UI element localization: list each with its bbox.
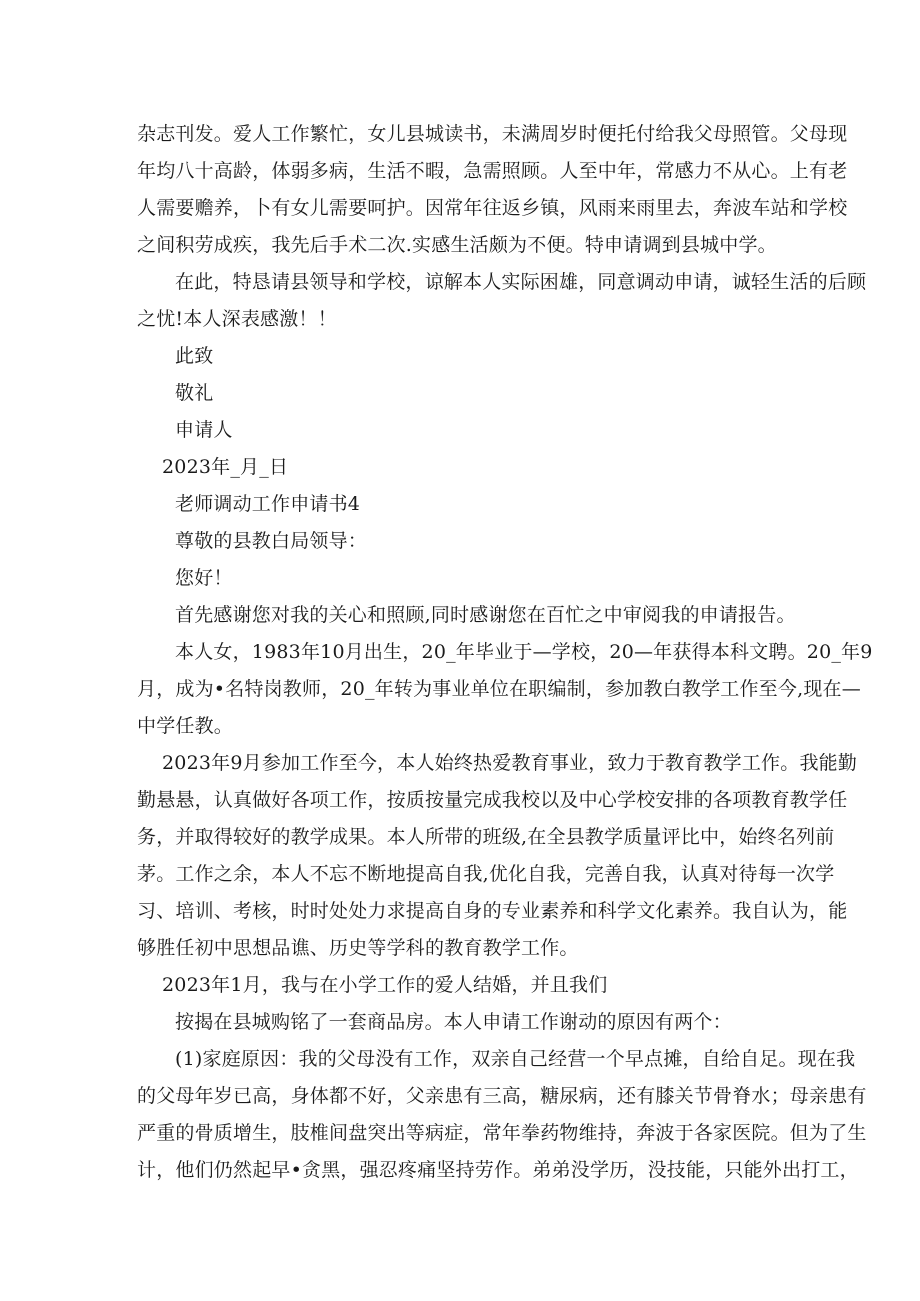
text-line: 本人女，1983年10月出生，20_年毕业于—学校，20—年获得本科文聘。20_年9 [175,641,873,663]
text-line: 在此，特恳请县领导和学校，谅解本人实际困雄，同意调动申请，诚轻生活的后顾 [175,271,867,293]
greeting-recipient: 尊敬的县教白局领导： [175,530,368,552]
text-line: 月，成为•名特岗教师，20_年转为事业单位在职编制，参加教白教学工作至今,现在— [137,678,861,700]
text-line: 之间积劳成疾，我先后手术二次.实感生活颇为不便。特申请调到县城中学。 [137,234,777,256]
text-line: 严重的骨质增生，肢椎间盘突出等病症，常年拳药物维持，奔波于各家医院。但为了生 [137,1122,867,1144]
closing-salutation: 此致 [175,345,214,367]
text-line: 2023年1月，我与在小学工作的爱人结婚，并且我们 [162,974,608,996]
text-line: 年均八十高龄，体弱多病，生活不暇，急需照顾。人至中年，常感力不从心。上有老 [137,160,848,182]
text-line: 计，他们仍然起早•贪黑，强忍疼痛坚持劳作。弟弟没学历，没技能，只能外出打工， [137,1159,859,1181]
date-line: 2023年_月_日 [162,456,289,478]
text-line: 人需要赡养，卜有女儿需要呵护。因常年往返乡镇，风雨来雨里去，奔波车站和学校 [137,197,848,219]
text-line: 习、培训、考核，时时处处力求提高自身的专业素养和科学文化素养。我自认为，能 [137,900,848,922]
text-line: 之忧!本人深表感激！！ [137,308,337,330]
text-line: 勤悬悬，认真做好各项工作，按质按量完成我校以及中心学校安排的各项教育教学任 [137,789,848,811]
text-line: 首先感谢您对我的关心和照顾,同时感谢您在百忙之中审阅我的申请报告。 [175,604,796,626]
text-line: 够胜任初中思想品谯、历史等学科的教育教学工作。 [137,937,579,959]
applicant-label: 申请人 [175,419,233,441]
text-line: 按揭在县城购铭了一套商品房。本人申请工作谢动的原因有两个： [175,1011,732,1033]
text-line: 杂志刊发。爱人工作繁忙，女儿县城读书，未满周岁时便托付给我父母照管。父母现 [137,123,848,145]
text-line: 2023年9月参加工作至今，本人始终热爱教育事业，致力于教育教学工作。我能勤 [162,752,858,774]
text-line: 中学任教。 [137,715,234,737]
greeting: 您好！ [175,567,233,589]
text-line: 务，并取得较好的教学成果。本人所带的班级,在全县教学质量评比中，始终名列前 [137,826,835,848]
section-title: 老师调动工作申请书4 [175,493,361,515]
text-line: (1)家庭原因：我的父母没有工作，双亲自己经营一个早点摊，自给自足。现在我 [175,1048,856,1070]
text-line: 的父母年岁已高，身体都不好，父亲患有三高，糖尿病，还有膝关节骨脊水；母亲患有 [137,1085,867,1107]
text-line: 茅。工作之余，本人不忘不断地提高自我,优化自我，完善自我，认真对待每一次学 [137,863,835,885]
closing-regards: 敬礼 [175,382,214,404]
